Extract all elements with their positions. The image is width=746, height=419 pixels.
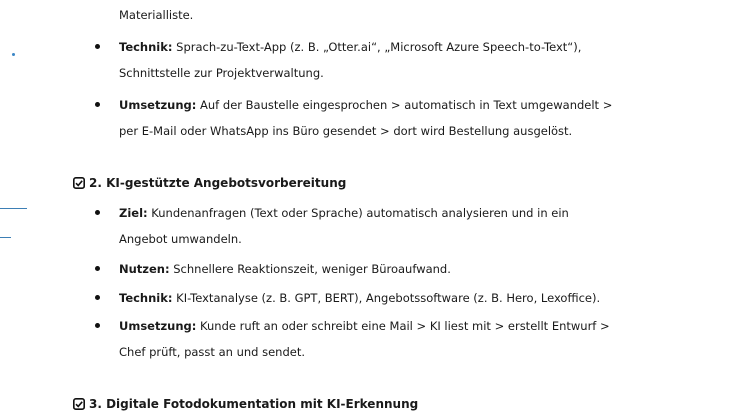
list-item	[95, 34, 715, 86]
item-text: Kundenanfragen (Text oder Sprache) automatisch analysieren und in ein	[147, 206, 569, 220]
list-item	[95, 92, 715, 144]
item-text-cont: Angebot umwandeln.	[119, 232, 242, 246]
item-label: Umsetzung:	[119, 98, 197, 112]
section-heading	[73, 176, 346, 190]
text-fragment: Materialliste.	[119, 8, 194, 22]
list-item	[95, 313, 715, 365]
checkbox-checked-icon	[73, 177, 85, 189]
list-item	[95, 285, 715, 311]
item-text: Auf der Baustelle eingesprochen > automatisch in Text umgewandelt >	[196, 98, 613, 112]
item-text: Sprach-zu-Text-App (z. B. „Otter.ai“, „Microsoft Azure Speech-to-Text“),	[172, 40, 582, 54]
item-label: Technik:	[119, 40, 173, 54]
item-label: Technik:	[119, 291, 173, 305]
bullet-icon	[95, 323, 100, 328]
decorative-line	[0, 237, 11, 238]
bullet-icon	[95, 44, 100, 49]
heading-text: 2. KI-gestützte Angebotsvorbereitung	[89, 176, 347, 190]
section-heading	[73, 397, 418, 411]
item-label: Umsetzung:	[119, 319, 197, 333]
item-text: KI-Textanalyse (z. B. GPT, BERT), Angebotssoftware (z. B. Hero, Lexoffice).	[172, 291, 601, 305]
list-item	[95, 200, 715, 252]
heading-text: 3. Digitale Fotodokumentation mit KI-Erkennung	[89, 397, 419, 411]
item-text-cont: Chef prüft, passt an und sendet.	[119, 345, 305, 359]
item-text-cont: Schnittstelle zur Projektverwaltung.	[119, 66, 324, 80]
item-label: Nutzen:	[119, 262, 170, 276]
bullet-icon	[95, 266, 100, 271]
item-text-cont: per E-Mail oder WhatsApp ins Büro gesendet > dort wird Bestellung ausgelöst.	[119, 124, 573, 138]
checkbox-checked-icon	[73, 398, 85, 410]
item-text: Schnellere Reaktionszeit, weniger Büroaufwand.	[169, 262, 451, 276]
decorative-line	[0, 208, 27, 209]
item-text: Kunde ruft an oder schreibt eine Mail > KI liest mit > erstellt Entwurf >	[196, 319, 610, 333]
decorative-dot	[12, 53, 15, 56]
bullet-icon	[95, 102, 100, 107]
bullet-icon	[95, 210, 100, 215]
bullet-icon	[95, 295, 100, 300]
item-label: Ziel:	[119, 206, 148, 220]
list-item	[95, 256, 715, 282]
